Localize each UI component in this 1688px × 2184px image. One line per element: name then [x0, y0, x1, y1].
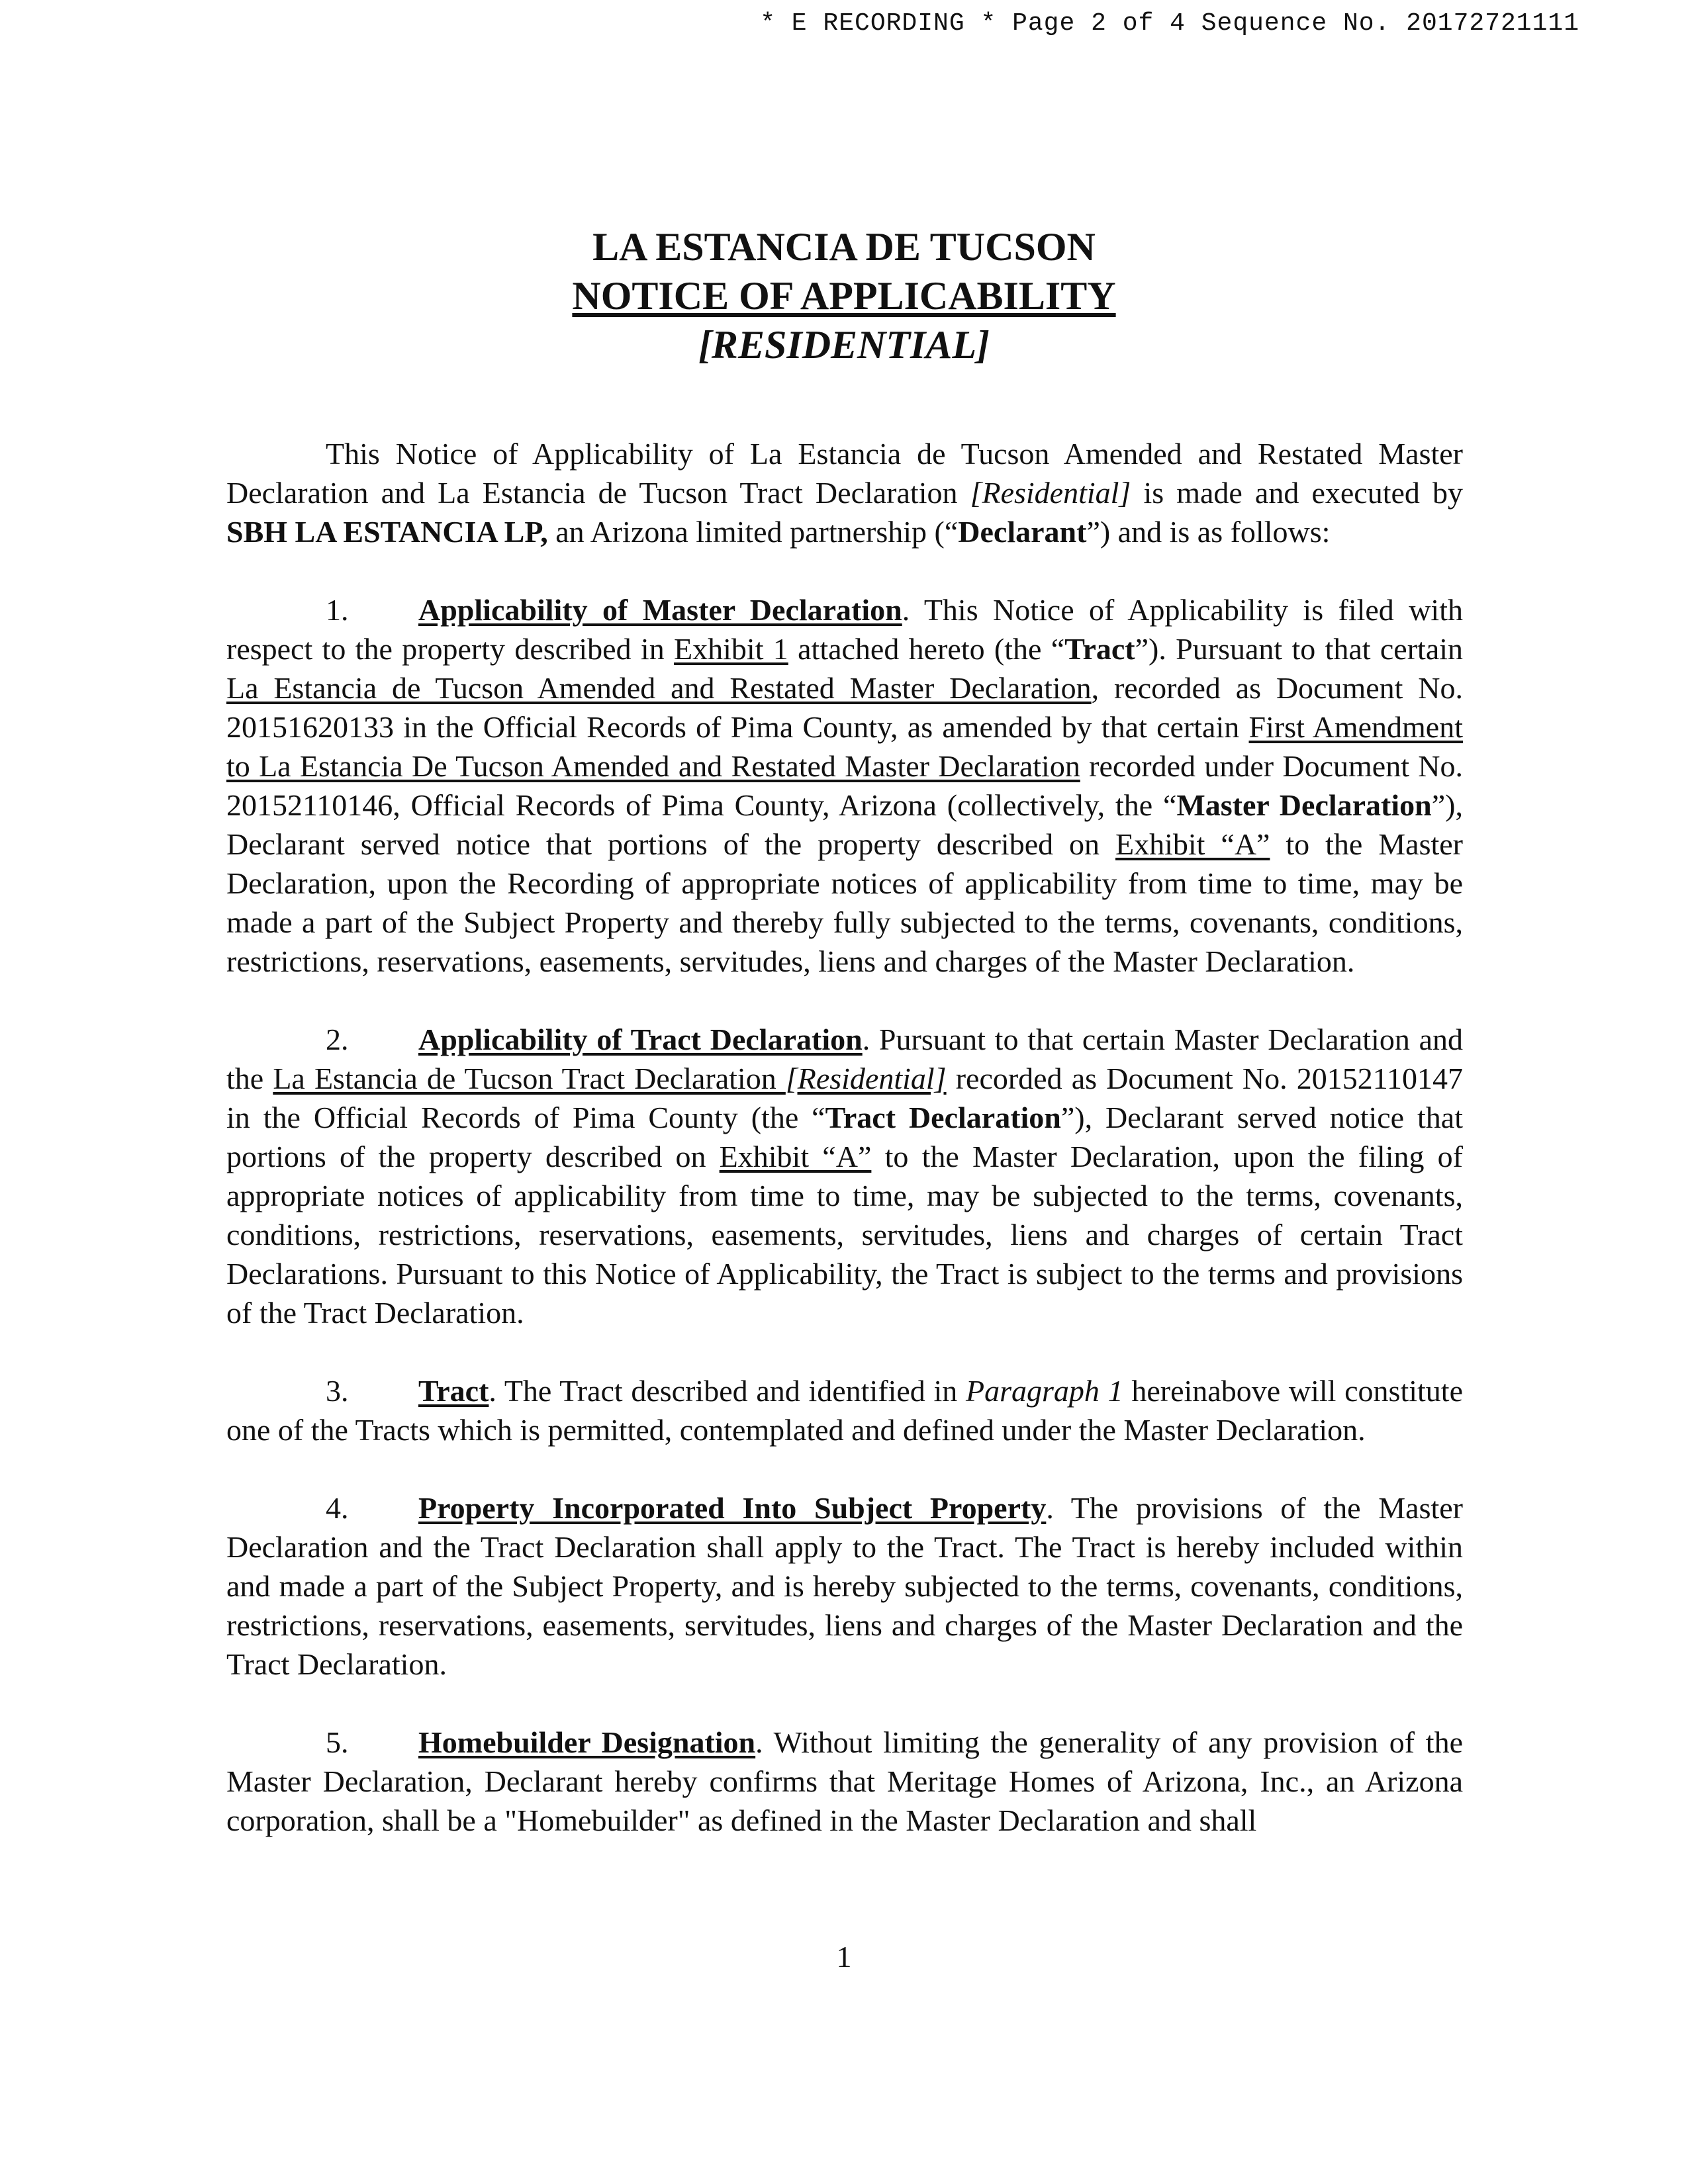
document-body	[226, 434, 1463, 1879]
section-4: 4. Property Incorporated Into Subject Property. The provisions of the Master Declaration and the Tract Declaration shall apply to the Tract. The Tract is hereby included within and made a part of the Subject Property, and is hereby subjected to the terms, covenants, conditions, restrictions, reservations, easements, servitudes, liens and charges of the Master Declaration and the Tract Declaration.	[226, 1488, 1463, 1684]
section-heading: Applicability of Master Declaration	[418, 593, 902, 627]
section-heading: Property Incorporated Into Subject Property	[418, 1491, 1047, 1525]
section-number: 4.	[326, 1491, 349, 1525]
section-number: 2.	[326, 1023, 349, 1056]
title-line-1: LA ESTANCIA DE TUCSON	[592, 225, 1096, 269]
title-line-2: NOTICE OF APPLICABILITY	[572, 274, 1116, 318]
section-heading: Applicability of Tract Declaration	[418, 1023, 863, 1056]
section-heading: Tract	[418, 1374, 489, 1408]
section-number: 3.	[326, 1374, 349, 1408]
section-3: 3. Tract. The Tract described and identified in Paragraph 1 hereinabove will constitute one of the Tracts which is permitted, contemplated and defined under the Master Declaration.	[226, 1371, 1463, 1449]
recording-stamp: * E RECORDING * Page 2 of 4 Sequence No. 20172721111	[760, 9, 1579, 38]
intro-paragraph: This Notice of Applicability of La Estancia de Tucson Amended and Restated Master Declaration and La Estancia de Tucson Tract Declaration [Residential] is made and executed by SBH LA ESTANCIA LP, an Arizona limited partnership (“Declarant”) and is as follows:	[226, 437, 1463, 549]
section-number: 1.	[326, 593, 349, 627]
page-number: 1	[836, 1940, 852, 1974]
section-5: 5. Homebuilder Designation. Without limiting the generality of any provision of the Master Declaration, Declarant hereby confirms that Meritage Homes of Arizona, Inc., an Arizona corporation, shall be a "Homebuilder" as defined in the Master Declaration and shall	[226, 1723, 1463, 1840]
document-title	[0, 222, 1688, 369]
title-line-3: [RESIDENTIAL]	[698, 323, 990, 367]
section-number: 5.	[326, 1725, 349, 1759]
section-1: 1. Applicability of Master Declaration. This Notice of Applicability is filed with respect to the property described in Exhibit 1 attached hereto (the “Tract”). Pursuant to that certain La Estancia de Tucson Amended and Restated Master Declaration, recorded as Document No. 20151620133 in the Official Records of Pima County, as amended by that certain First Amendment to La Estancia De Tucson Amended and Restated Master Declaration recorded under Document No. 20152110146, Official Records of Pima County, Arizona (collectively, the “Master Declaration”), Declarant served notice that portions of the property described on Exhibit “A” to the Master Declaration, upon the Recording of appropriate notices of applicability from time to time, may be made a part of the Subject Property and thereby fully subjected to the terms, covenants, conditions, restrictions, reservations, easements, servitudes, liens and charges of the Master Declaration.	[226, 590, 1463, 981]
section-heading: Homebuilder Designation	[418, 1725, 756, 1759]
section-2: 2. Applicability of Tract Declaration. Pursuant to that certain Master Declaration and the La Estancia de Tucson Tract Declaration [Residential] recorded as Document No. 20152110147 in the Official Records of Pima County (the “Tract Declaration”), Declarant served notice that portions of the property described on Exhibit “A” to the Master Declaration, upon the filing of appropriate notices of applicability from time to time, may be subjected to the terms, covenants, conditions, restrictions, reservations, easements, servitudes, liens and charges of certain Tract Declarations. Pursuant to this Notice of Applicability, the Tract is subject to the terms and provisions of the Tract Declaration.	[226, 1020, 1463, 1332]
